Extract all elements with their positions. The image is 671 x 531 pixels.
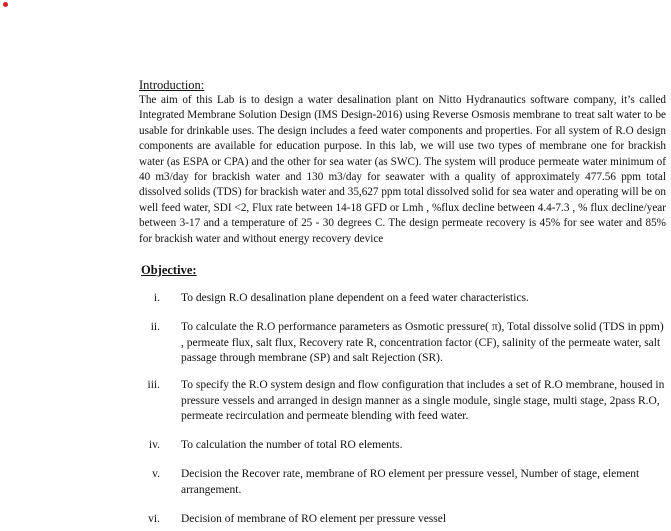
objective-number: ii. <box>150 321 160 333</box>
objective-number: v. <box>152 468 160 480</box>
objective-text: To calculation the number of total RO elements. <box>181 439 403 451</box>
objective-number: iv. <box>148 439 160 451</box>
objective-number: vi. <box>148 513 160 525</box>
objective-text: Decision the Recover rate, membrane of RO element per pressure vessel, Number of stage, element arrangement. <box>181 468 640 496</box>
objective-text: To design R.O desalination plane dependent on a feed water characteristics. <box>181 292 529 304</box>
introduction-heading: Introduction: <box>139 78 205 92</box>
objective-text: Decision of membrane of RO element per pressure vessel <box>181 513 447 525</box>
red-marker-dot <box>3 2 8 7</box>
objective-heading: Objective: <box>141 263 197 277</box>
objective-number: iii. <box>147 379 160 391</box>
objective-text: To specify the R.O system design and flow configuration that includes a set of R.O membrane, housed in pressure vessels and arranged in design manner as a single module, single stage, multi stage, 2pass R.O, permeate recirculation and permeate blending with feed water. <box>181 379 665 422</box>
objective-text: To calculate the R.O performance parameters as Osmotic pressure( π), Total dissolve solid (TDS in ppm) , permeate flux, salt flux, Recovery rate R, concentration factor (CF), salinity of the permeate water, salt passage through membrane (SP) and salt Rejection (SR). <box>181 321 664 364</box>
objective-number: i. <box>153 292 160 304</box>
introduction-paragraph: The aim of this Lab is to design a water desalination plant on Nitto Hydranautics software company, it’s called Integrated Membrane Solution Design (IMS Design-2016) using Reverse Osmosis membrane to treat salt water to be usable for drinkable uses. The design includes a feed water components and properties. For all system of R.O design components are available for education purpose. In this lab, we will use two types of membrane one for brackish water (as ESPA or CPA) and the other for sea water (as SWC). The system will produce permeate water minimum of 40 m3/day for brackish water and 130 m3/day for seawater with a quality of approximately 477.56 ppm total dissolved solids (TDS) for brackish water and 35,627 ppm total dissolved solid for sea water and operating will be on well feed water, SDI <2, Flux rate between 14-18 GFD or Lmh , %flux decline between 4.4-7.3 , % flux decline/year between 3-17 and a temperature of 25 - 30 degrees C. The design permeate recovery is 45% for see water and 85% for brackish water and without energy recovery device <box>139 94 666 245</box>
